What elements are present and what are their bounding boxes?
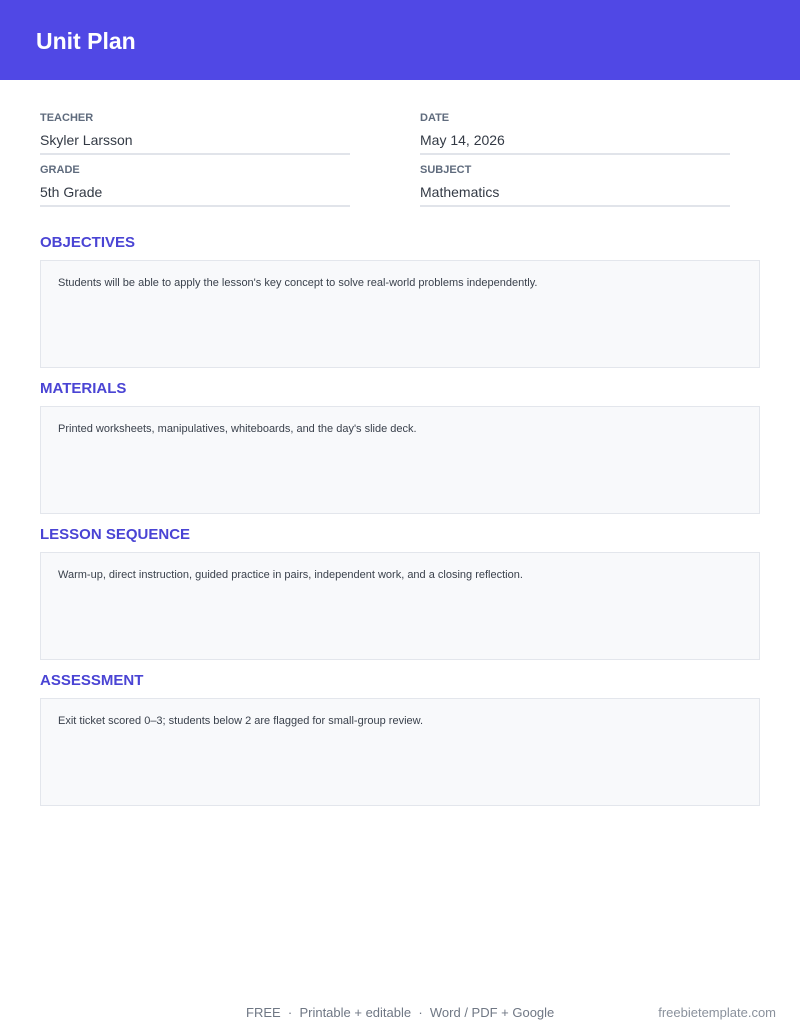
materials-box[interactable] — [40, 406, 760, 514]
objectives-text: Students will be able to apply the lesson's key concept to solve real-world problems independently. — [58, 277, 538, 289]
subject-field[interactable] — [420, 164, 730, 207]
teacher-field[interactable] — [40, 112, 350, 155]
subject-label: SUBJECT — [420, 164, 472, 176]
date-value[interactable]: May 14, 2026 — [420, 132, 505, 148]
teacher-label: TEACHER — [40, 112, 94, 124]
date-label: DATE — [420, 112, 450, 124]
footer-tags: FREE · Printable + editable · Word / PDF + Google — [246, 1005, 555, 1020]
footer-site-link[interactable]: freebietemplate.com — [658, 1005, 776, 1020]
page-title: Unit Plan — [36, 28, 136, 54]
lesson-sequence-text: Warm-up, direct instruction, guided practice in pairs, independent work, and a closing reflection. — [58, 569, 523, 581]
assessment-text: Exit ticket scored 0–3; students below 2 are flagged for small-group review. — [58, 715, 424, 727]
objectives-heading: OBJECTIVES — [40, 234, 136, 251]
grade-value[interactable]: 5th Grade — [40, 184, 103, 200]
objectives-box[interactable] — [40, 260, 760, 368]
subject-value[interactable]: Mathematics — [420, 184, 500, 200]
assessment-heading: ASSESSMENT — [40, 672, 144, 689]
date-field[interactable] — [420, 112, 730, 155]
teacher-value[interactable]: Skyler Larsson — [40, 132, 133, 148]
lesson-sequence-heading: LESSON SEQUENCE — [40, 526, 191, 543]
materials-text: Printed worksheets, manipulatives, whiteboards, and the day's slide deck. — [58, 423, 417, 435]
lesson-sequence-box[interactable] — [40, 552, 760, 660]
grade-label: GRADE — [40, 164, 80, 176]
grade-field[interactable] — [40, 164, 350, 207]
materials-heading: MATERIALS — [40, 380, 127, 397]
page-header — [0, 0, 800, 80]
assessment-box[interactable] — [40, 698, 760, 806]
